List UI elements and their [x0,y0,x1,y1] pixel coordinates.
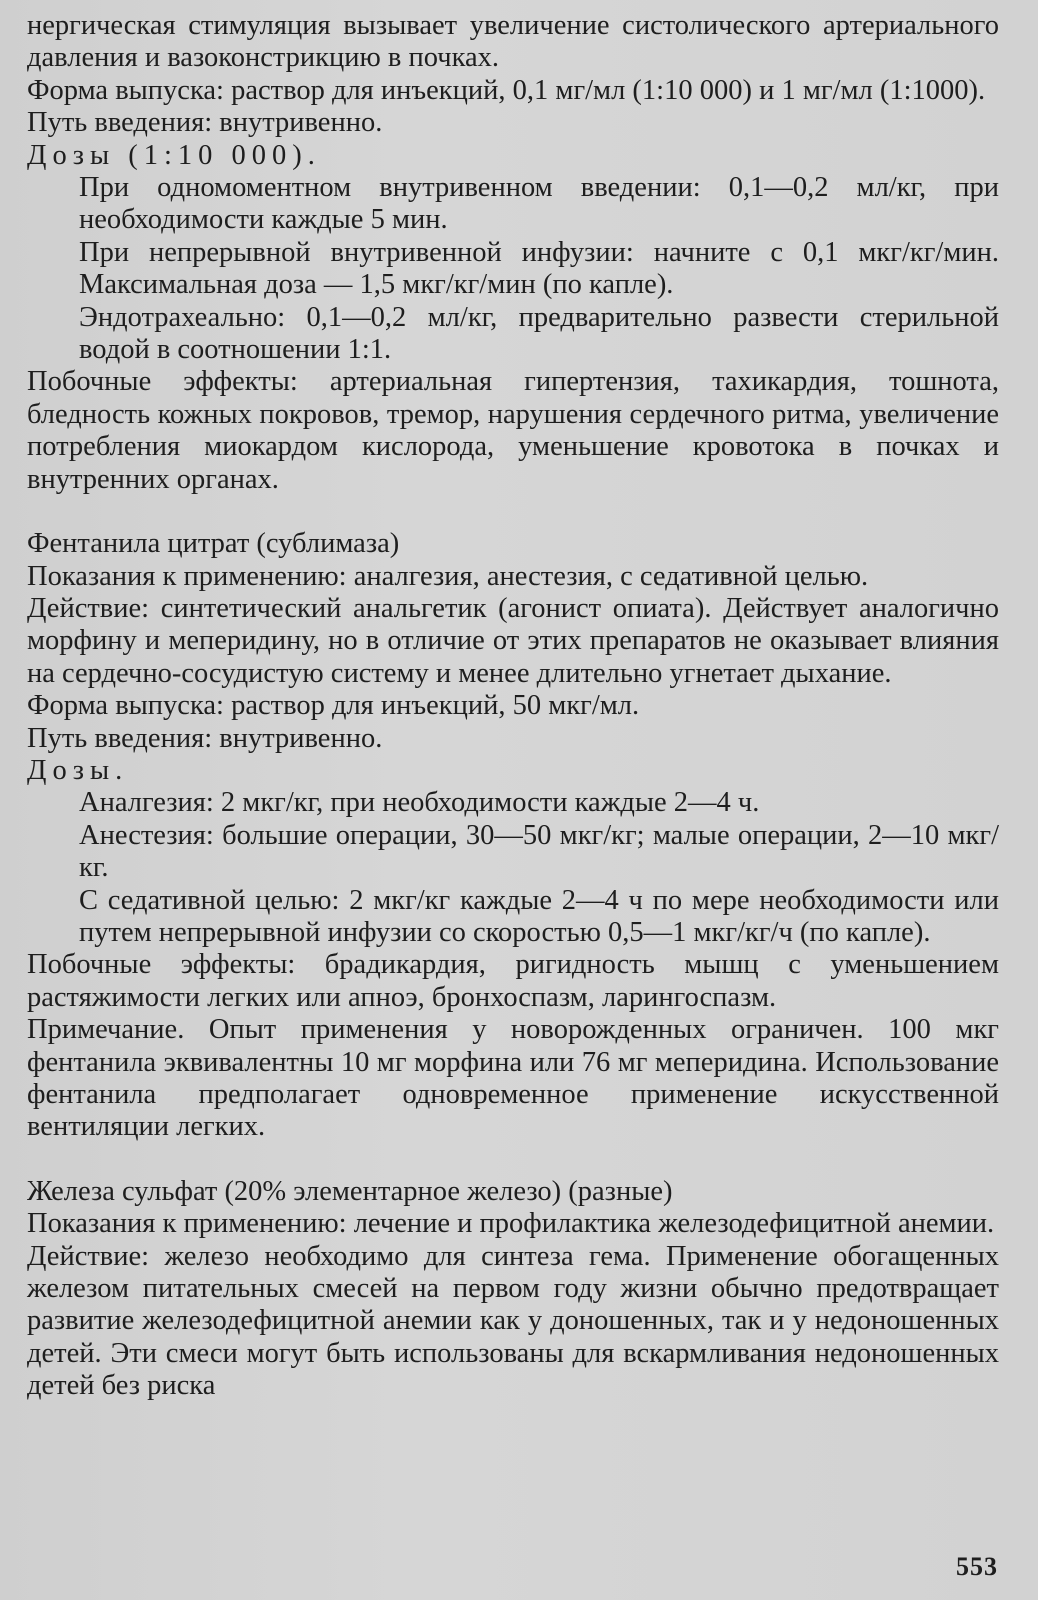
paragraph: Примечание. Опыт применения у новорожденных ограничен. 100 мкг фентанила эквивалентны 10 мг морфина или 76 мг меперидина. Использование фентанила предполагает одновременное применение искусственной вентиляции легких. [27,1014,999,1143]
dose-item: При непрерывной внутривенной инфузии: начните с 0,1 мкг/кг/мин. Максимальная доза — 1,5 мкг/кг/мин (по капле). [79,236,999,301]
paragraph: Показания к применению: аналгезия, анестезия, с седативной целью. [27,560,869,592]
paragraph: Показания к применению: лечение и профилактика железодефицитной анемии. [27,1208,995,1240]
page-text [27,10,999,1403]
paragraph: Путь введения: внутривенно. [27,107,383,139]
paragraph: Действие: железо необходимо для синтеза гема. Применение обогащенных железом питательных смесей на первом году жизни обычно предотвращает развитие железодефицитной анемии как у доношенных, так и у недоношенных детей. Эти смеси могут быть использованы для вскармливания недоношенных детей без риска [27,1240,999,1402]
continuation-section [27,10,999,496]
paragraph: Путь введения: внутривенно. [27,722,383,754]
dose-item: Эндотрахеально: 0,1—0,2 мл/кг, предварительно развести стерильной водой в соотношении 1:1. [79,301,999,366]
dose-item: С седативной целью: 2 мкг/кг каждые 2—4 ч по мере необходимости или путем непрерывной инфузии со скоростью 0,5—1 мкг/кг/ч (по капле). [79,884,999,948]
doses-heading: Дозы. [27,754,129,786]
dose-item: При одномоментном внутривенном введении: 0,1—0,2 мл/кг, при необходимости каждые 5 мин. [79,172,999,236]
dose-item: Аналгезия: 2 мкг/кг, при необходимости каждые 2—4 ч. [79,787,760,819]
drug-title: Железа сульфат (20% элементарное железо) (разные) [27,1175,673,1207]
paragraph: Действие: синтетический анальгетик (агонист опиата). Действует аналогично морфину и меперидину, но в отличие от этих препаратов не оказывает влияния на сердечно-сосудистую систему и менее длительно угнетает дыхание. [27,592,999,689]
paragraph: Побочные эффекты: брадикардия, ригидность мышц с уменьшением растяжимости легких или апноэ, бронхоспазм, ларингоспазм. [27,949,999,1013]
paragraph: Форма выпуска: раствор для инъекций, 50 мкг/мл. [27,690,640,722]
doses-heading: Дозы (1:10 000). [27,139,321,171]
fentanyl-section [27,528,999,1144]
iron-section [27,1176,999,1403]
paragraph: нергическая стимуляция вызывает увеличение систолического артериального давления и вазоконстрикцию в почках. [27,10,999,74]
drug-title: Фентанила цитрат (сублимаза) [27,528,400,560]
paragraph: Форма выпуска: раствор для инъекций, 0,1 мг/мл (1:10 000) и 1 мг/мл (1:1000). [27,74,986,106]
page-number: 553 [956,1552,998,1581]
paragraph: Побочные эффекты: артериальная гипертензия, тахикардия, тошнота, бледность кожных покровов, тремор, нарушения сердечного ритма, увеличение потребления миокардом кислорода, уменьшение кровотока в почках и внутренних органах. [27,366,999,495]
dose-item: Анестезия: большие операции, 30—50 мкг/кг; малые операции, 2—10 мкг/кг. [79,819,999,884]
